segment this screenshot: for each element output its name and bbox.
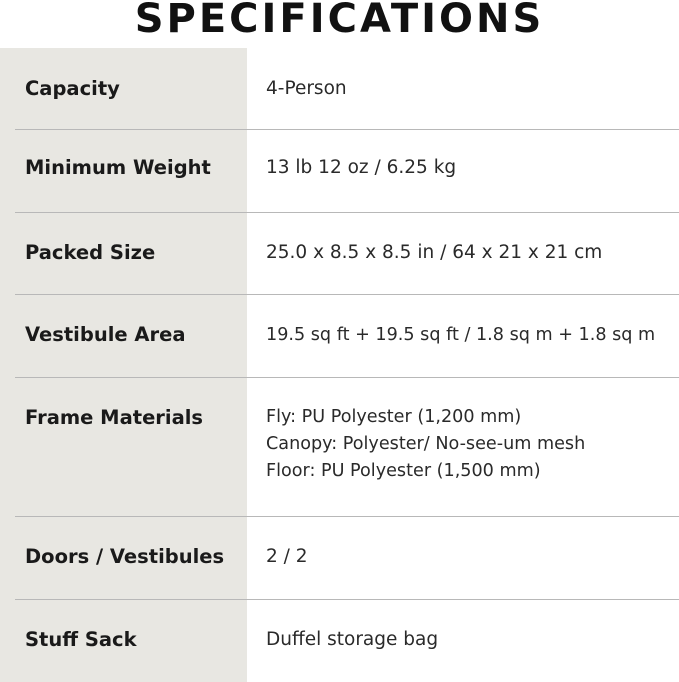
specifications-table	[0, 48, 679, 682]
spec-value-line: 13 lb 12 oz / 6.25 kg	[266, 157, 457, 178]
spec-value	[266, 77, 347, 101]
spec-row-capacity	[0, 48, 679, 130]
spec-value	[266, 323, 655, 347]
spec-value	[266, 241, 602, 265]
spec-row-stuff-sack	[0, 600, 679, 682]
spec-row-minimum-weight	[0, 130, 679, 213]
page-title: SPECIFICATIONS	[134, 0, 545, 42]
spec-value-line: Fly: PU Polyester (1,200 mm)	[266, 407, 522, 427]
spec-label: Vestibule Area	[25, 323, 186, 346]
spec-value-line: 4-Person	[266, 78, 347, 99]
spec-value	[266, 404, 585, 485]
spec-row-packed-size	[0, 213, 679, 295]
spec-row-doors-vestibules	[0, 517, 679, 599]
spec-label: Doors / Vestibules	[25, 545, 225, 568]
spec-label: Minimum Weight	[25, 156, 211, 179]
spec-value-line: Duffel storage bag	[266, 629, 439, 650]
spec-label: Packed Size	[25, 241, 156, 264]
spec-value-line: 2 / 2	[266, 546, 308, 567]
spec-value-line: 19.5 sq ft + 19.5 sq ft / 1.8 sq m + 1.8 sq m	[266, 325, 656, 345]
spec-value	[266, 156, 456, 180]
spec-value-line: Floor: PU Polyester (1,500 mm)	[266, 461, 541, 481]
spec-value	[266, 545, 308, 569]
spec-row-frame-materials	[0, 378, 679, 517]
spec-value-line: Canopy: Polyester/ No-see-um mesh	[266, 434, 586, 454]
spec-row-vestibule-area	[0, 295, 679, 377]
spec-label: Frame Materials	[25, 406, 204, 429]
spec-label: Stuff Sack	[25, 628, 137, 651]
spec-value-line: 25.0 x 8.5 x 8.5 in / 64 x 21 x 21 cm	[266, 242, 603, 263]
spec-value	[266, 628, 438, 652]
spec-label: Capacity	[25, 77, 120, 100]
